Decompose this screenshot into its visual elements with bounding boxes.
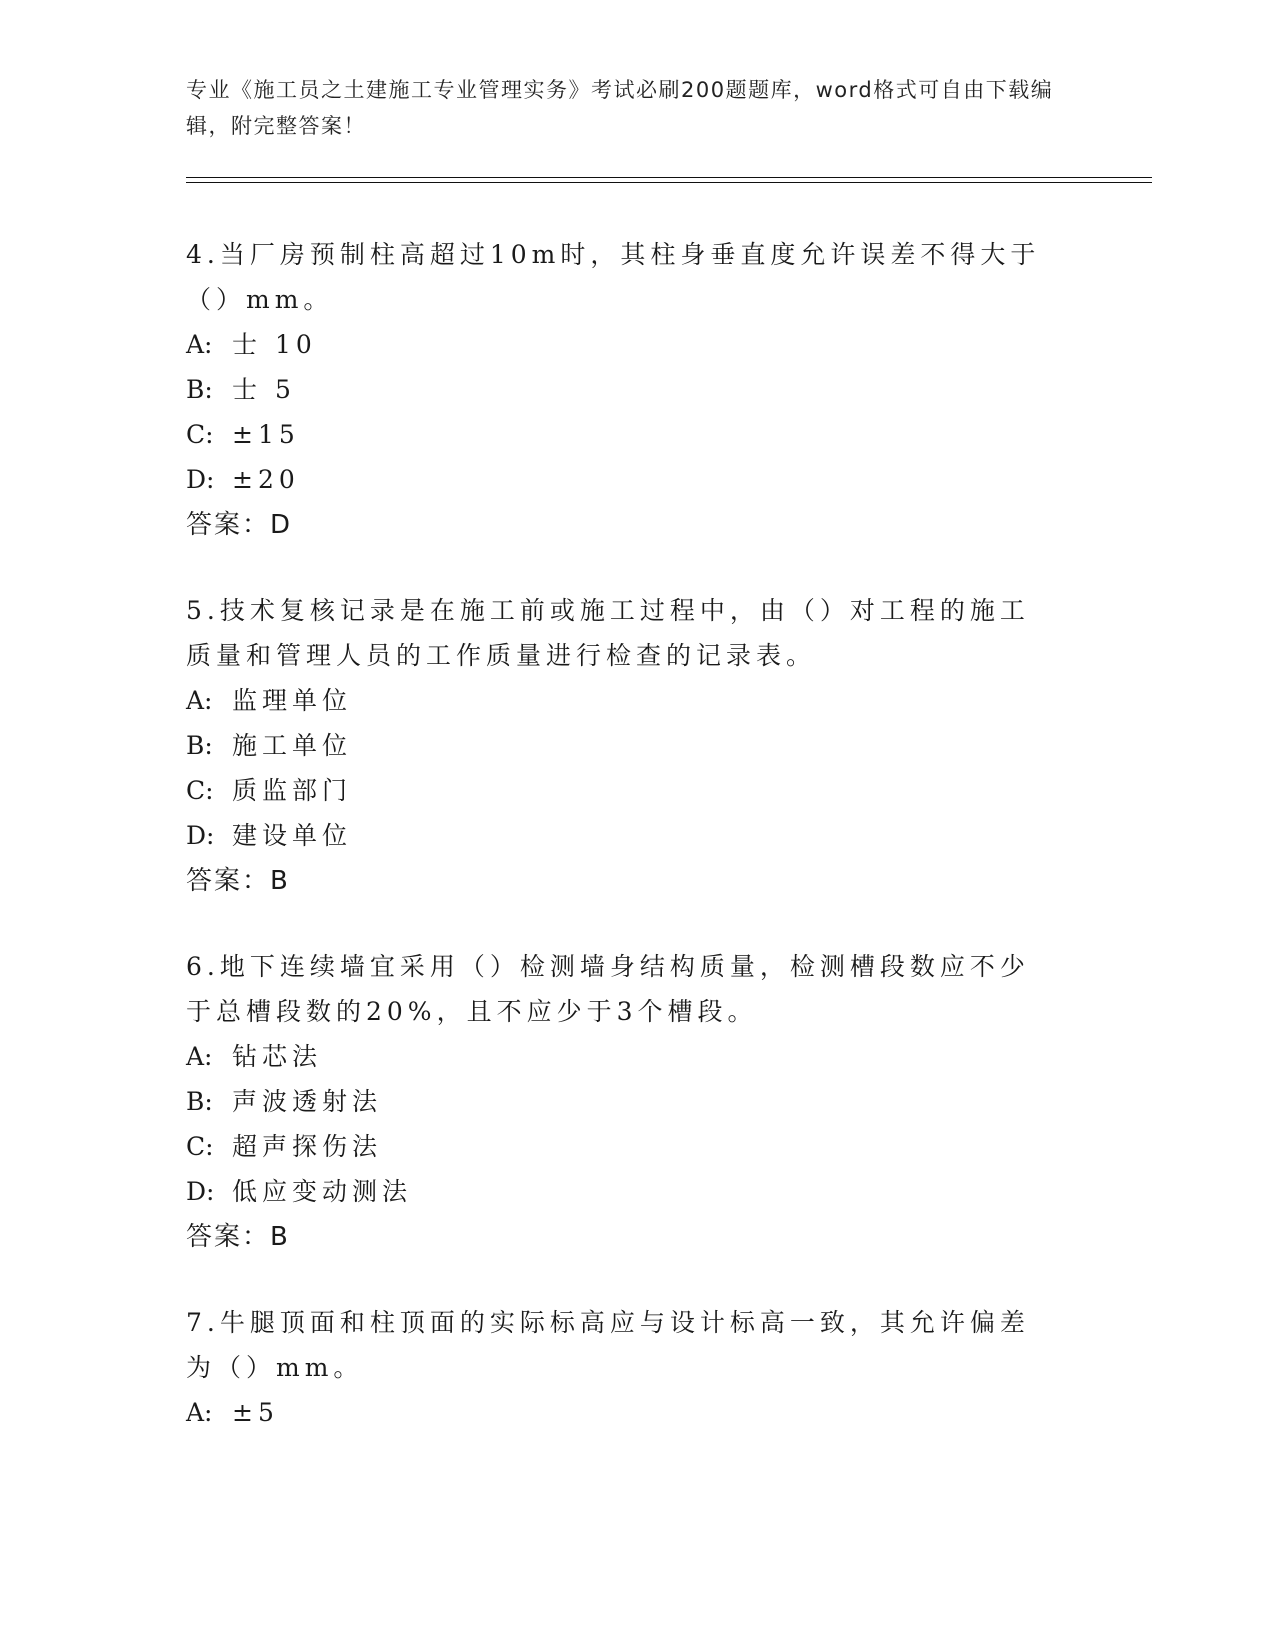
option-text: 质监部门 — [232, 776, 353, 805]
option-letter: C: — [186, 1132, 214, 1161]
option-text: 低应变动测法 — [232, 1177, 413, 1206]
option-text: 声波透射法 — [232, 1087, 383, 1116]
option-letter: D: — [186, 465, 215, 494]
option-a — [186, 1034, 1056, 1079]
option-letter: A: — [186, 1398, 213, 1427]
option-letter: B: — [186, 375, 213, 404]
question-list — [186, 232, 1056, 1475]
option-letter: A: — [186, 686, 213, 715]
option-text: 钻芯法 — [232, 1042, 323, 1071]
option-a — [186, 322, 1056, 367]
answer: 答案：B — [186, 866, 290, 896]
option-b — [186, 723, 1056, 768]
option-text: ±15 — [232, 420, 300, 449]
option-c — [186, 412, 1056, 457]
option-letter: B: — [186, 1087, 213, 1116]
option-letter: C: — [186, 776, 214, 805]
option-text: 超声探伤法 — [232, 1132, 383, 1161]
option-d — [186, 813, 1056, 858]
option-b — [186, 1079, 1056, 1124]
option-text: ±20 — [232, 465, 300, 494]
document-header: 专业《施工员之土建施工专业管理实务》考试必刷200题题库，word格式可自由下载编辑，附完整答案！ — [186, 78, 1054, 138]
option-letter: D: — [186, 821, 215, 850]
option-letter: A: — [186, 1042, 213, 1071]
option-letter: B: — [186, 731, 213, 760]
header-rule-bottom — [186, 182, 1152, 183]
option-letter: C: — [186, 420, 214, 449]
question-text: 5.技术复核记录是在施工前或施工过程中，由（）对工程的施工质量和管理人员的工作质量进行检查的记录表。 — [186, 596, 1030, 670]
answer: 答案：D — [186, 510, 293, 540]
question-7 — [186, 1300, 1056, 1435]
header-rule-top — [186, 177, 1152, 178]
question-text: 6.地下连续墙宜采用（）检测墙身结构质量，检测槽段数应不少于总槽段数的20%，且不应少于3个槽段。 — [186, 952, 1030, 1026]
option-d — [186, 457, 1056, 502]
option-text: 建设单位 — [232, 821, 353, 850]
option-text: 施工单位 — [232, 731, 353, 760]
option-d — [186, 1169, 1056, 1214]
question-5 — [186, 588, 1056, 904]
option-a — [186, 1390, 1056, 1435]
option-c — [186, 768, 1056, 813]
question-4 — [186, 232, 1056, 548]
question-text: 4.当厂房预制柱高超过10m时，其柱身垂直度允许误差不得大于（）mm。 — [186, 240, 1041, 314]
option-letter: D: — [186, 1177, 215, 1206]
question-text: 7.牛腿顶面和柱顶面的实际标高应与设计标高一致，其允许偏差为（）mm。 — [186, 1308, 1030, 1382]
option-b — [186, 367, 1056, 412]
answer: 答案：B — [186, 1222, 290, 1252]
option-text: 监理单位 — [232, 686, 353, 715]
option-c — [186, 1124, 1056, 1169]
option-text: 士 10 — [232, 330, 317, 359]
question-6 — [186, 944, 1056, 1260]
option-a — [186, 678, 1056, 723]
option-text: ±5 — [232, 1398, 279, 1427]
option-text: 士 5 — [232, 375, 296, 404]
option-letter: A: — [186, 330, 213, 359]
